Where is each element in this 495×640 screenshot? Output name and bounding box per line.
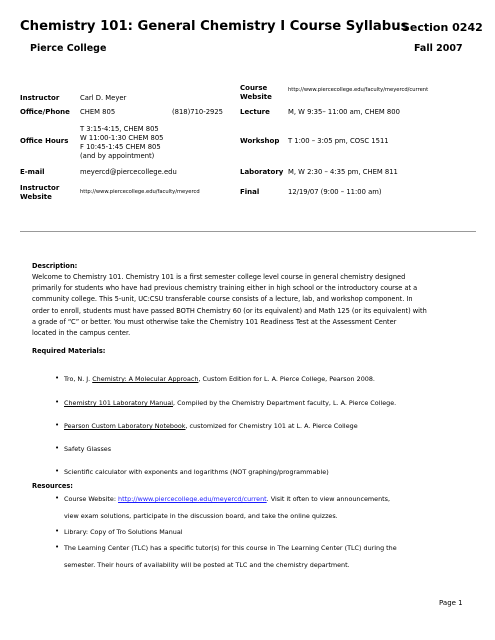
office-hours-line: F 10:45-1:45 CHEM 805 (80, 143, 161, 151)
resource-text: Course Website: (64, 495, 119, 503)
description-line: Welcome to Chemistry 101. Chemistry 101 is a first semester college level course in general chemistry designed (32, 273, 406, 281)
description-text (32, 272, 478, 339)
lecture-label: Lecture (240, 108, 270, 116)
material-link[interactable]: Chemistry: A Molecular Approach (92, 375, 199, 383)
material-item: Scientific calculator with exponents and logarithms (NOT graphing/programmable) (64, 468, 329, 476)
instructor-value: Carl D. Meyer (80, 94, 127, 102)
course-website-label-2: Website (240, 93, 272, 101)
term: Fall 2007 (414, 43, 463, 54)
bullet-icon: • (55, 467, 60, 475)
document-title: Chemistry 101: General Chemistry I Course Syllabus (20, 19, 409, 34)
email-label: E-mail (20, 168, 45, 176)
material-item (64, 398, 396, 409)
office-hours-line: T 3:15-4:15, CHEM 805 (80, 125, 159, 133)
office-hours-line: (and by appointment) (80, 152, 155, 160)
description-line: community college. This 5-unit, UC:CSU transferable course consists of a lecture, lab, and workshop component. In (32, 295, 413, 304)
final-label: Final (240, 188, 260, 196)
material-text: , Compiled by the Chemistry Department faculty, L. A. Pierce College. (173, 399, 397, 407)
bullet-icon: • (55, 543, 60, 551)
resource-item: Library: Copy of Tro Solutions Manual (64, 528, 183, 536)
resource-text: view exam solutions, participate in the discussion board, and take the online quizzes. (64, 512, 338, 520)
resource-text: . Visit it often to view announcements, (266, 495, 391, 503)
description-line: a grade of “C” or better. You must otherwise take the Chemistry 101 Readiness Test at the Assessment Center (32, 317, 397, 326)
page-number: Page 1 (439, 599, 463, 607)
office-hours-label: Office Hours (20, 137, 69, 145)
bullet-icon: • (55, 527, 60, 535)
materials-heading: Required Materials: (32, 347, 106, 355)
workshop-label: Workshop (240, 137, 280, 145)
description-line: located in the campus center. (32, 329, 131, 338)
section-number: Section 0242 (402, 21, 483, 34)
instructor-label: Instructor (20, 94, 60, 102)
course-website-link[interactable]: http://www.piercecollege.edu/faculty/meyercd/current (288, 87, 429, 93)
description-line: primarily for students who have had previous chemistry training either in high school or the introductory course at a (32, 284, 418, 293)
workshop-value: T 1:00 – 3:05 pm, COSC 1511 (288, 137, 389, 145)
description-heading: Description: (32, 262, 78, 270)
description-line: order to enroll, students must have passed BOTH Chemistry 60 (or its equivalent) and Math 125 (or its equivalent) with (32, 306, 427, 315)
material-link[interactable]: Chemistry 101 Laboratory Manual (64, 399, 174, 407)
bullet-icon: • (55, 444, 60, 452)
college-name: Pierce College (30, 43, 107, 54)
bullet-icon: • (55, 421, 60, 429)
resource-text: semester. Their hours of availability will be posted at TLC and the chemistry department. (64, 561, 350, 569)
divider (20, 231, 476, 232)
instructor-website-link[interactable]: http://www.piercecollege.edu/faculty/meyercd (80, 189, 200, 195)
laboratory-value: M, W 2:30 – 4:35 pm, CHEM 811 (288, 168, 398, 176)
material-text: , customized for Chemistry 101 at L. A. Pierce College (185, 422, 358, 430)
bullet-icon: • (55, 494, 60, 502)
resources-heading: Resources: (32, 482, 73, 490)
instructor-website-label-2: Website (20, 193, 52, 201)
material-text: , Custom Edition for L. A. Pierce College, Pearson 2008. (198, 375, 375, 383)
material-item (64, 374, 375, 385)
phone-value: (818)710-2925 (172, 108, 223, 116)
material-link[interactable]: Pearson Custom Laboratory Notebook (64, 422, 186, 430)
course-website-resource-link[interactable]: http://www.piercecollege.edu/meyercd/current (118, 495, 267, 503)
office-hours-line: W 11:00-1:30 CHEM 805 (80, 134, 164, 142)
material-item: Safety Glasses (64, 445, 112, 453)
final-value: 12/19/07 (9:00 – 11:00 am) (288, 188, 382, 196)
bullet-icon: • (55, 374, 60, 382)
office-value: CHEM 805 (80, 108, 116, 116)
course-website-label-1: Course (240, 84, 268, 92)
email-value[interactable]: meyercd@piercecollege.edu (80, 168, 177, 176)
instructor-website-label-1: Instructor (20, 184, 60, 192)
laboratory-label: Laboratory (240, 168, 284, 176)
material-text: Tro, N. J. (64, 375, 93, 383)
bullet-icon: • (55, 398, 60, 406)
lecture-value: M, W 9:35– 11:00 am, CHEM 800 (288, 108, 400, 116)
material-item (64, 421, 358, 432)
office-phone-label: Office/Phone (20, 108, 70, 116)
resource-item (64, 494, 390, 505)
resource-item: The Learning Center (TLC) has a specific tutor(s) for this course in The Learning Center (TLC) during the (64, 544, 397, 552)
